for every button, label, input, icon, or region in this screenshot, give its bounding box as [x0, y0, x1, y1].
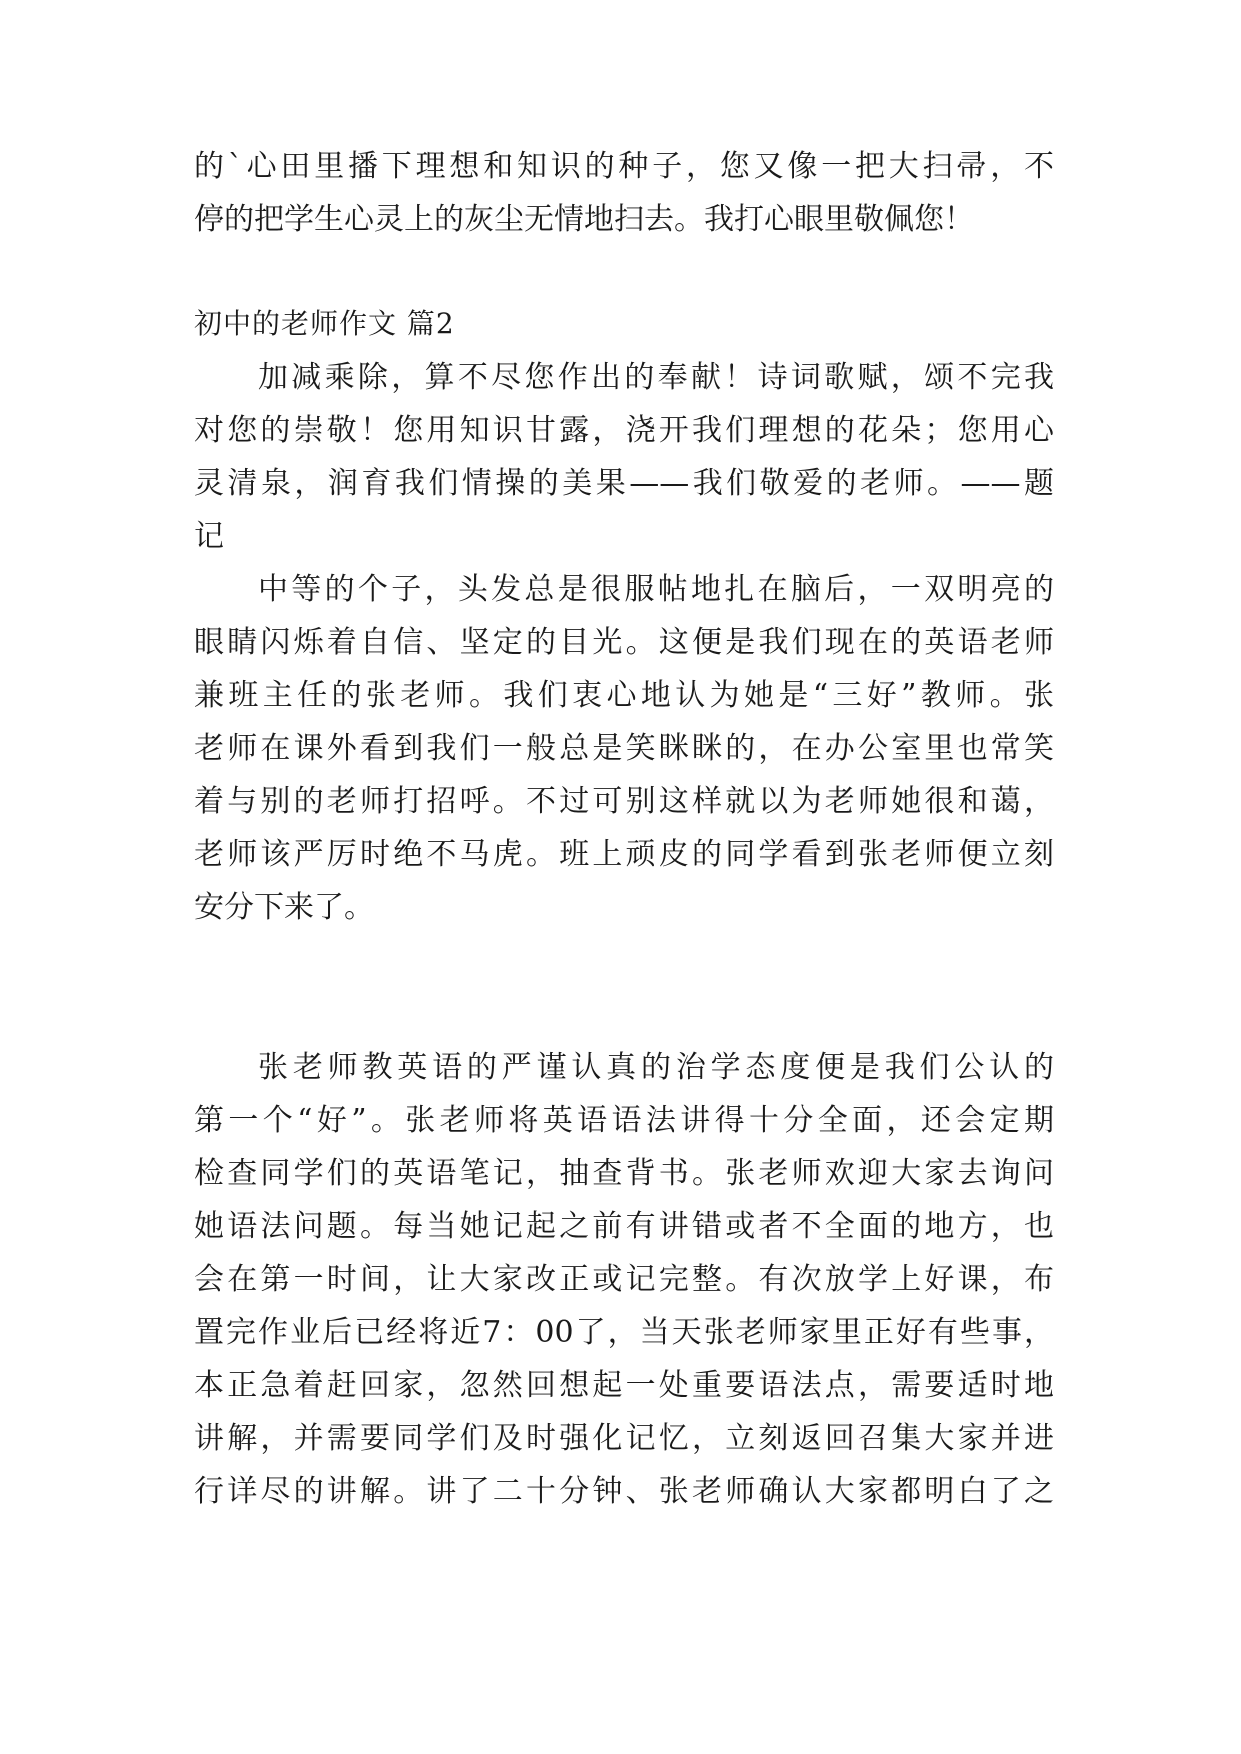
- text-line: 兼班主任的张老师。我们衷心地认为她是“三好”教师。张: [194, 678, 1054, 713]
- text-line: 停的把学生心灵上的灰尘无情地扫去。我打心眼里敬佩您！: [194, 202, 974, 237]
- text-line: 张老师教英语的严谨认真的治学态度便是我们公认的: [258, 1050, 1054, 1085]
- text-line: 记: [194, 519, 224, 554]
- text-line: 行详尽的讲解。讲了二十分钟、张老师确认大家都明白了之: [194, 1474, 1054, 1509]
- section-heading: 初中的老师作文 篇2: [194, 307, 455, 340]
- text-line: 的`心田里播下理想和知识的种子，您又像一把大扫帚，不: [194, 149, 1054, 184]
- text-line: 对您的崇敬！您用知识甘露，浇开我们理想的花朵；您用心: [194, 413, 1054, 448]
- text-line: 她语法问题。每当她记起之前有讲错或者不全面的地方，也: [194, 1209, 1054, 1244]
- text-line: 第一个“好”。张老师将英语语法讲得十分全面，还会定期: [194, 1103, 1054, 1138]
- text-line: 老师在课外看到我们一般总是笑眯眯的，在办公室里也常笑: [194, 731, 1054, 766]
- text-line: 中等的个子，头发总是很服帖地扎在脑后，一双明亮的: [258, 572, 1054, 607]
- text-line: 本正急着赶回家，忽然回想起一处重要语法点，需要适时地: [194, 1368, 1054, 1403]
- text-line: 讲解，并需要同学们及时强化记忆，立刻返回召集大家并进: [194, 1421, 1054, 1456]
- text-line: 灵清泉，润育我们情操的美果——我们敬爱的老师。——题: [194, 466, 1054, 501]
- text-line: 眼睛闪烁着自信、坚定的目光。这便是我们现在的英语老师: [194, 625, 1054, 660]
- text-line: 着与别的老师打招呼。不过可别这样就以为老师她很和蔼，: [194, 784, 1054, 819]
- text-line: 检查同学们的英语笔记，抽查背书。张老师欢迎大家去询问: [194, 1156, 1054, 1191]
- text-line: 加减乘除，算不尽您作出的奉献！诗词歌赋，颂不完我: [258, 360, 1054, 395]
- text-line: 置完作业后已经将近7：00了，当天张老师家里正好有些事，: [194, 1315, 1054, 1350]
- text-line: 老师该严厉时绝不马虎。班上顽皮的同学看到张老师便立刻: [194, 837, 1054, 872]
- text-line: 安分下来了。: [194, 890, 374, 925]
- text-line: 会在第一时间，让大家改正或记完整。有次放学上好课，布: [194, 1262, 1054, 1297]
